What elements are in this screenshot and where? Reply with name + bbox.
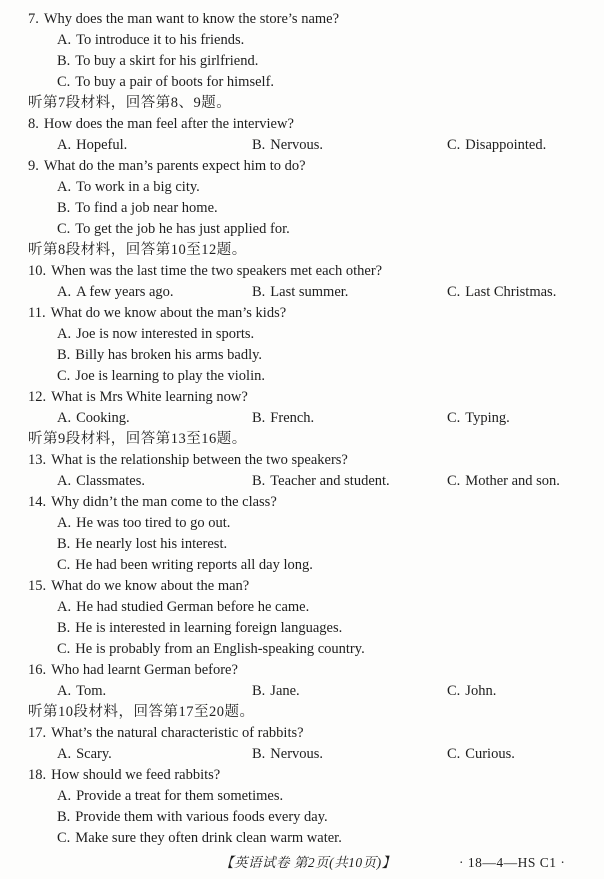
option-line <box>28 534 600 555</box>
question-text: Why didn’t the man come to the class? <box>51 494 277 510</box>
option-line <box>28 597 600 618</box>
option-text: Classmates. <box>76 473 145 489</box>
option-text: Provide a treat for them sometimes. <box>76 788 284 804</box>
option-label: C. <box>57 74 71 90</box>
option-line <box>28 51 600 72</box>
option-text: Cooking. <box>76 410 130 426</box>
option-line <box>28 618 600 639</box>
option-label: C. <box>447 473 461 489</box>
option-label: B. <box>57 536 71 552</box>
option-row <box>28 744 600 765</box>
section-header: 听第10段材料，回答第17至20题。 <box>28 704 255 720</box>
option-label: C. <box>447 683 461 699</box>
option-b <box>252 408 314 429</box>
option-a <box>57 135 127 156</box>
option-b <box>252 135 323 156</box>
option-label: B. <box>57 620 71 636</box>
option-text: Jane. <box>270 683 300 699</box>
option-text: He had studied German before he came. <box>76 599 310 615</box>
option-label: B. <box>57 200 71 216</box>
option-label: C. <box>57 830 71 846</box>
option-label: A. <box>57 410 72 426</box>
option-c <box>447 282 556 303</box>
option-label: B. <box>57 53 71 69</box>
option-c <box>447 135 546 156</box>
option-line <box>28 513 600 534</box>
option-line <box>28 198 600 219</box>
option-a <box>57 408 130 429</box>
option-text: Last summer. <box>270 284 349 300</box>
question-line <box>28 450 600 471</box>
option-line <box>28 366 600 387</box>
question-number: 15. <box>28 578 47 594</box>
option-label: B. <box>252 683 266 699</box>
question-text: How does the man feel after the interview? <box>43 116 294 132</box>
option-text: To buy a pair of boots for himself. <box>75 74 275 90</box>
question-number: 18. <box>28 767 47 783</box>
option-text: To introduce it to his friends. <box>76 32 245 48</box>
question-text: Who had learnt German before? <box>51 662 238 678</box>
question-number: 12. <box>28 389 47 405</box>
option-label: A. <box>57 515 72 531</box>
question-text: What is Mrs White learning now? <box>51 389 248 405</box>
option-c <box>447 408 510 429</box>
option-line <box>28 177 600 198</box>
question-text: When was the last time the two speakers met each other? <box>51 263 383 279</box>
question-text: How should we feed rabbits? <box>51 767 221 783</box>
option-text: Joe is learning to play the violin. <box>75 368 265 384</box>
option-c <box>447 681 496 702</box>
question-text: What’s the natural characteristic of rabbits? <box>51 725 304 741</box>
question-text: What do we know about the man’s kids? <box>50 305 287 321</box>
option-text: Make sure they often drink clean warm water. <box>75 830 342 846</box>
option-line <box>28 828 600 849</box>
option-text: Scary. <box>76 746 112 762</box>
option-label: C. <box>57 221 71 237</box>
option-line <box>28 807 600 828</box>
option-label: A. <box>57 683 72 699</box>
option-text: To find a job near home. <box>75 200 218 216</box>
question-text: What do we know about the man? <box>51 578 250 594</box>
option-row <box>28 135 600 156</box>
option-b <box>252 744 323 765</box>
option-c <box>447 744 515 765</box>
option-line <box>28 639 600 660</box>
option-label: A. <box>57 137 72 153</box>
option-text: A few years ago. <box>76 284 174 300</box>
option-label: C. <box>57 557 71 573</box>
question-line <box>28 114 600 135</box>
option-label: A. <box>57 326 72 342</box>
question-number: 11. <box>28 305 46 321</box>
option-text: Billy has broken his arms badly. <box>75 347 263 363</box>
footer-paper-code: · 18—4—HS C1 · <box>459 855 566 870</box>
option-row <box>28 408 600 429</box>
option-text: He nearly lost his interest. <box>75 536 228 552</box>
question-text: Why does the man want to know the store’s name? <box>43 11 340 27</box>
option-row <box>28 681 600 702</box>
option-label: A. <box>57 32 72 48</box>
option-text: Tom. <box>76 683 107 699</box>
option-text: Hopeful. <box>76 137 128 153</box>
option-text: To get the job he has just applied for. <box>75 221 290 237</box>
option-label: A. <box>57 473 72 489</box>
option-text: John. <box>465 683 497 699</box>
question-number: 16. <box>28 662 47 678</box>
option-text: Nervous. <box>270 137 324 153</box>
option-line <box>28 72 600 93</box>
question-line <box>28 576 600 597</box>
option-label: B. <box>252 746 266 762</box>
option-line <box>28 324 600 345</box>
option-text: He is probably from an English-speaking country. <box>75 641 365 657</box>
option-line <box>28 219 600 240</box>
option-label: C. <box>57 368 71 384</box>
option-label: B. <box>252 137 266 153</box>
question-number: 8. <box>28 116 39 132</box>
question-number: 17. <box>28 725 47 741</box>
option-label: A. <box>57 788 72 804</box>
question-line <box>28 156 600 177</box>
option-text: He is interested in learning foreign languages. <box>75 620 343 636</box>
option-line <box>28 555 600 576</box>
option-label: C. <box>447 137 461 153</box>
option-label: C. <box>57 641 71 657</box>
option-c <box>447 471 560 492</box>
option-a <box>57 744 112 765</box>
option-text: Mother and son. <box>465 473 560 489</box>
option-b <box>252 471 390 492</box>
option-line <box>28 345 600 366</box>
option-label: A. <box>57 179 72 195</box>
question-number: 9. <box>28 158 39 174</box>
question-line <box>28 303 600 324</box>
option-text: Last Christmas. <box>465 284 557 300</box>
option-label: B. <box>252 473 266 489</box>
question-line <box>28 765 600 786</box>
option-label: B. <box>252 410 266 426</box>
option-a <box>57 681 106 702</box>
option-text: Provide them with various foods every day. <box>75 809 328 825</box>
exam-body <box>28 9 600 849</box>
option-row <box>28 471 600 492</box>
question-number: 7. <box>28 11 39 27</box>
option-text: He was too tired to go out. <box>76 515 231 531</box>
option-label: B. <box>57 809 71 825</box>
question-line <box>28 723 600 744</box>
option-a <box>57 471 145 492</box>
option-label: C. <box>447 410 461 426</box>
question-number: 14. <box>28 494 47 510</box>
question-line <box>28 261 600 282</box>
option-label: A. <box>57 284 72 300</box>
option-text: Teacher and student. <box>270 473 390 489</box>
page-footer <box>0 853 604 873</box>
option-text: French. <box>270 410 315 426</box>
option-label: B. <box>57 347 71 363</box>
option-label: A. <box>57 599 72 615</box>
option-label: A. <box>57 746 72 762</box>
option-a <box>57 282 174 303</box>
option-line <box>28 30 600 51</box>
section-header: 听第9段材料，回答第13至16题。 <box>28 431 247 447</box>
option-b <box>252 282 348 303</box>
section-header: 听第8段材料，回答第10至12题。 <box>28 242 247 258</box>
option-b <box>252 681 300 702</box>
option-text: Curious. <box>465 746 515 762</box>
option-label: B. <box>252 284 266 300</box>
question-number: 13. <box>28 452 47 468</box>
option-label: C. <box>447 284 461 300</box>
question-line <box>28 387 600 408</box>
option-text: To work in a big city. <box>76 179 200 195</box>
option-text: He had been writing reports all day long. <box>75 557 313 573</box>
question-number: 10. <box>28 263 47 279</box>
footer-page-info: 【英语试卷 第2页(共10页)】 <box>220 855 396 870</box>
option-line <box>28 786 600 807</box>
option-text: Disappointed. <box>465 137 547 153</box>
option-text: Typing. <box>465 410 510 426</box>
section-header: 听第7段材料，回答第8、9题。 <box>28 95 232 111</box>
question-text: What do the man’s parents expect him to do? <box>43 158 306 174</box>
question-text: What is the relationship between the two speakers? <box>51 452 348 468</box>
question-line <box>28 9 600 30</box>
option-text: To buy a skirt for his girlfriend. <box>75 53 259 69</box>
option-row <box>28 282 600 303</box>
question-line <box>28 660 600 681</box>
option-text: Joe is now interested in sports. <box>76 326 255 342</box>
question-line <box>28 492 600 513</box>
option-label: C. <box>447 746 461 762</box>
option-text: Nervous. <box>270 746 324 762</box>
